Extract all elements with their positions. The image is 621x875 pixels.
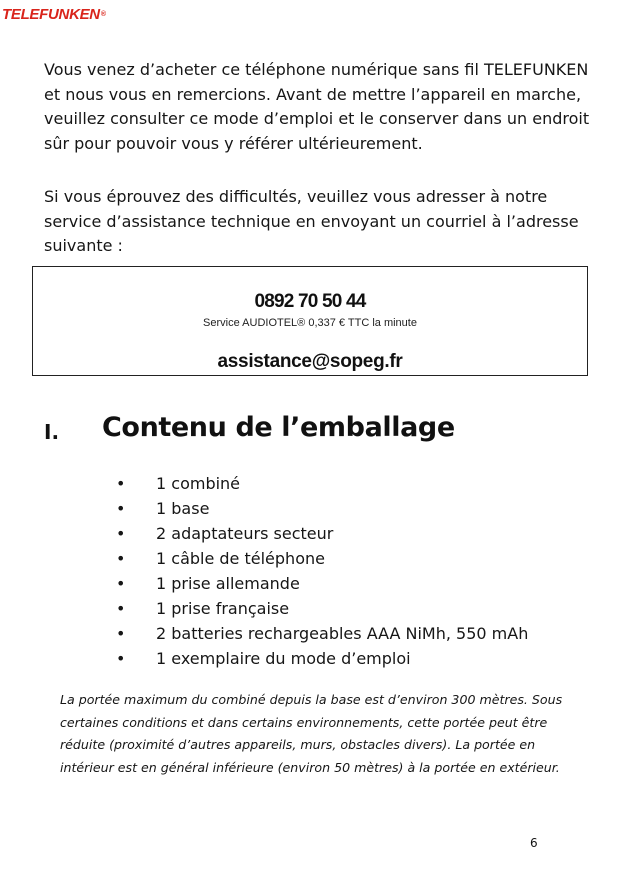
bullet-icon: • bbox=[116, 549, 126, 568]
list-item-label: 1 base bbox=[156, 499, 210, 518]
section-title: Contenu de l’emballage bbox=[102, 412, 455, 443]
list-item-label: 1 câble de téléphone bbox=[156, 549, 325, 568]
list-item bbox=[116, 546, 528, 571]
support-phone-number: 0892 70 50 44 bbox=[254, 291, 366, 312]
bullet-icon: • bbox=[116, 649, 126, 668]
list-item bbox=[116, 496, 528, 521]
list-item bbox=[116, 521, 528, 546]
brand-logo bbox=[2, 6, 106, 24]
registered-mark: ® bbox=[100, 11, 106, 18]
range-note: La portée maximum du combiné depuis la base est d’environ 300 mètres. Sous certaines conditions et dans certains environnements, cette portée peut être réduite (proximité d’autres appareils, murs, obstacles divers). La portée en intérieur est en général inférieure (environ 50 mètres) à la portée en extérieur. bbox=[60, 692, 563, 775]
list-item bbox=[116, 646, 528, 671]
support-phone-pricing: Service AUDIOTEL® 0,337 € TTC la minute bbox=[203, 317, 417, 329]
list-item-label: 1 prise allemande bbox=[156, 574, 300, 593]
intro-paragraph-2: Si vous éprouvez des difficultés, veuillez vous adresser à notre service d’assistance technique en envoyant un courriel à l’adresse suivante : bbox=[44, 187, 579, 255]
list-item bbox=[116, 621, 528, 646]
bullet-icon: • bbox=[116, 524, 126, 543]
intro-paragraph-1: Vous venez d’acheter ce téléphone numérique sans fil TELEFUNKEN et nous vous en remercions. Avant de mettre l’appareil en marche, veuillez consulter ce mode d’emploi et le conserver dans un endroit sûr pour pouvoir vous y référer ultérieurement. bbox=[44, 60, 590, 153]
bullet-icon: • bbox=[116, 474, 126, 493]
package-contents-list bbox=[116, 471, 528, 671]
list-item bbox=[116, 471, 528, 496]
page-number: 6 bbox=[530, 836, 538, 850]
list-item-label: 1 exemplaire du mode d’emploi bbox=[156, 649, 411, 668]
bullet-icon: • bbox=[116, 499, 126, 518]
bullet-icon: • bbox=[116, 574, 126, 593]
section-number: I. bbox=[44, 420, 60, 444]
bullet-icon: • bbox=[116, 624, 126, 643]
list-item-label: 2 batteries rechargeables AAA NiMh, 550 mAh bbox=[156, 624, 529, 643]
list-item-label: 1 combiné bbox=[156, 474, 241, 493]
brand-logo-text: TELEFUNKEN bbox=[2, 6, 100, 23]
bullet-icon: • bbox=[116, 599, 126, 618]
support-email: assistance@sopeg.fr bbox=[217, 351, 403, 372]
list-item-label: 1 prise française bbox=[156, 599, 290, 618]
list-item bbox=[116, 571, 528, 596]
list-item-label: 2 adaptateurs secteur bbox=[156, 524, 334, 543]
list-item bbox=[116, 596, 528, 621]
support-contact-box bbox=[32, 266, 588, 376]
